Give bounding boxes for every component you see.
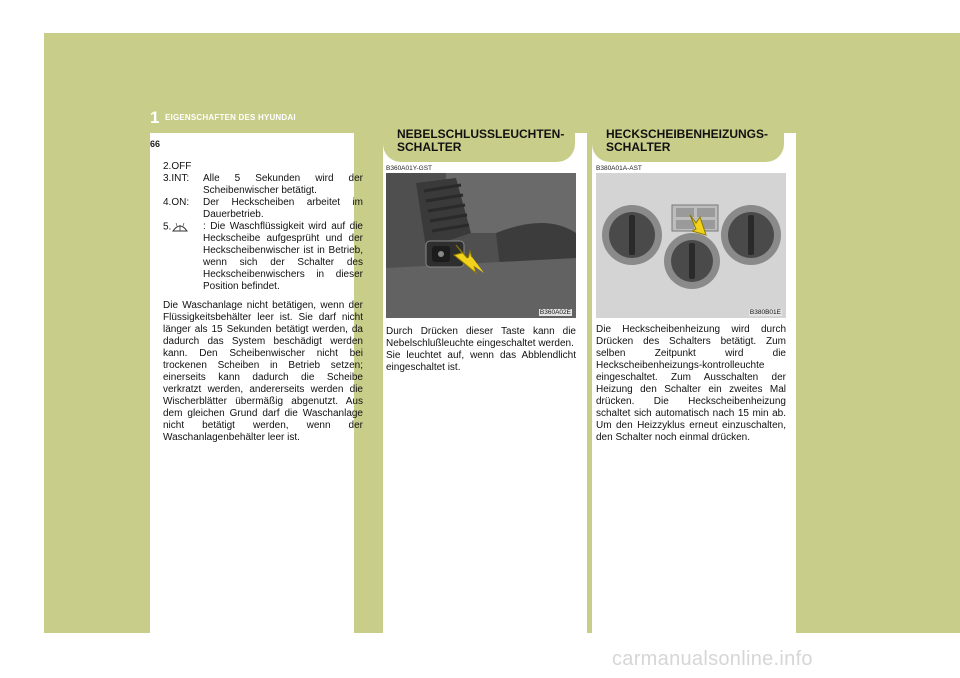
image-code: B380B01E	[749, 309, 781, 316]
fog-light-description: Durch Drücken dieser Taste kann die Nebelschlußleuchte eingeschaltet werden. Sie leuchtet auf, wenn das Abblendlicht eingeschaltet ist.	[386, 326, 576, 373]
washer-warning-paragraph: Die Waschanlage nicht betätigen, wenn der Flüssigkeitsbehälter leer ist. Sie darf nicht länger als 15 Sekunden betätigt werden, da dadurch das System beschädigt werden kann. Den Scheibenwischer nicht bei trockenen Scheiben in Betrieb setzen; einerseits kann dadurch die Scheibe verkratzt werden, andererseits werden die Wischerblätter übermäßig abgenutzt. Aus dem gleichen Grund darf die Waschanlage nicht betätigt werden, wenn der Waschanlagenbehälter leer ist.	[163, 300, 363, 443]
list-item: 5. : Die Waschflüssigkeit wird auf die Heckscheibe aufgesprüht und der Heckscheibenwischer ist in Betrieb, wenn sich der Schalter des Heckscheibenwischers in dieser Position befindet.	[163, 221, 363, 292]
section-code: B380A01A-AST	[596, 165, 642, 172]
washer-spray-icon	[171, 221, 189, 233]
image-code: B360A02E	[539, 309, 571, 316]
climate-panel-illustration	[596, 173, 786, 318]
right-knob	[721, 205, 781, 265]
list-item: 2.OFF	[163, 161, 192, 172]
fog-light-switch-photo	[386, 173, 576, 318]
page-number: 66	[150, 139, 161, 149]
list-item: 4.ON: Der Heckscheiben arbeitet im Dauerbetrieb.	[163, 197, 363, 220]
list-item: 3.INT: Alle 5 Sekunden wird der Scheibenwischer betätigt.	[163, 173, 363, 196]
chapter-number: 1	[150, 108, 160, 127]
dashboard-switch-illustration	[386, 173, 576, 318]
wiper-mode-list	[163, 161, 363, 293]
chapter-title: EIGENSCHAFTEN DES HYUNDAI	[165, 113, 296, 122]
left-knob	[602, 205, 662, 265]
rear-defroster-description: Die Heckscheibenheizung wird durch Drücken des Schalters betätigt. Zum selben Zeitpunkt wird die Heckscheibenheizungs-kontrolleuchte eingeschaltet. Zum Ausschalten der Heizung den Schalter ein zweites Mal drücken. Die Heckscheibenheizung schaltet sich automatisch nach 15 min ab. Um den Heizzyklus erneut einzuschalten, den Schalter noch einmal drücken.	[596, 324, 786, 443]
section-code: B360A01Y-GST	[386, 165, 433, 172]
section-heading-rear-defroster: HECKSCHEIBENHEIZUNGS- SCHALTER	[606, 127, 769, 154]
section-heading-fog-light: NEBELSCHLUSSLEUCHTEN- SCHALTER	[397, 127, 565, 154]
watermark: carmanualsonline.info	[612, 648, 813, 670]
center-knob	[664, 233, 720, 289]
climate-control-photo	[596, 173, 786, 318]
